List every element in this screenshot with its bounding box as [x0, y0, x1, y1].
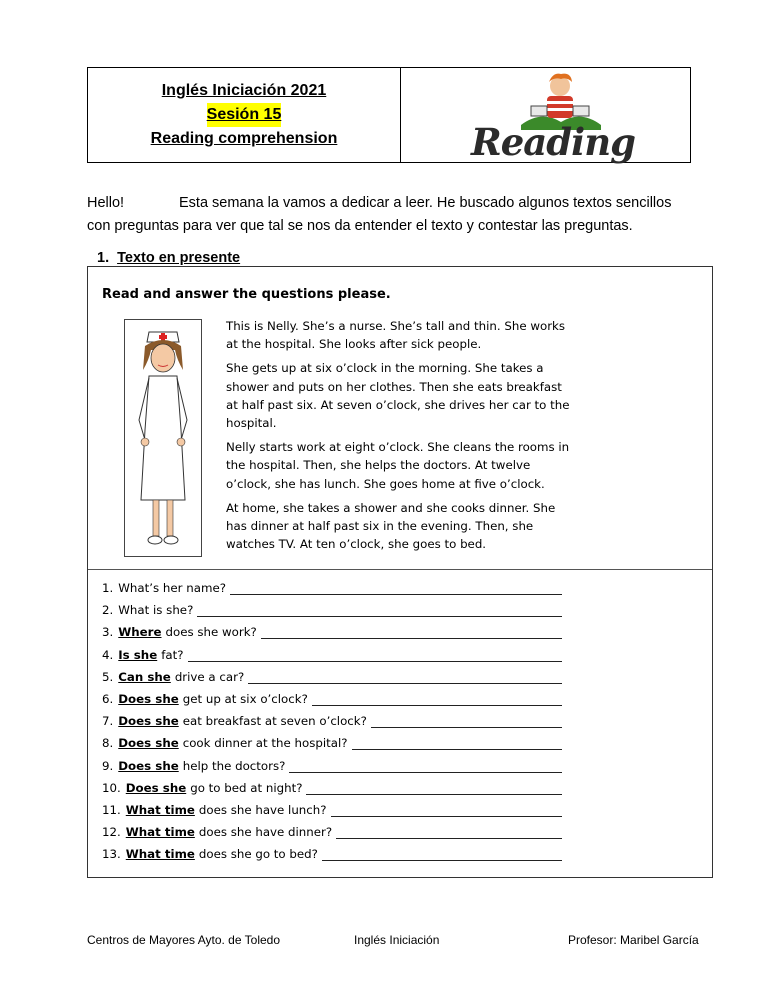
intro-paragraph	[87, 192, 697, 238]
question-list	[102, 581, 562, 869]
question-text: does she go to bed?	[198, 847, 318, 862]
question-text: go to bed at night?	[190, 780, 303, 795]
question-item	[102, 736, 562, 758]
question-text: eat breakfast at seven o’clock?	[182, 714, 367, 729]
question-number: 6.	[102, 691, 114, 706]
question-number: 12.	[102, 825, 121, 840]
story-paragraph: Nelly starts work at eight o’clock. She cleans the rooms in the hospital. Then, she helps the doctors. At twelve o’clock, she has lunch. She goes home at five o’clock.	[226, 440, 570, 491]
section-title: Texto en presente	[117, 250, 241, 266]
question-number: 8.	[102, 736, 114, 751]
nurse-icon	[125, 320, 201, 556]
story-paragraph: She gets up at six o’clock in the morning. She takes a shower and puts on her clothes. Then she eats breakfast at half past six. At seven o’clock, she drives her car to the hospital.	[226, 361, 570, 431]
answer-line[interactable]	[336, 825, 562, 839]
greeting: Hello!	[87, 195, 125, 211]
question-text: fat?	[161, 647, 184, 662]
answer-line[interactable]	[352, 736, 562, 750]
course-title: Inglés Iniciación 2021	[161, 82, 327, 99]
question-keyword: Does she	[125, 780, 187, 795]
question-keyword: What time	[125, 847, 195, 862]
footer-center: Inglés Iniciación	[354, 933, 440, 947]
question-number: 10.	[102, 780, 121, 795]
logo-cell	[401, 68, 690, 162]
question-item	[102, 714, 562, 736]
section-heading	[97, 250, 240, 266]
question-keyword: Does she	[118, 736, 179, 751]
question-number: 2.	[102, 603, 114, 618]
question-text: What’s her name?	[118, 581, 226, 595]
session-title: Sesión 15	[207, 103, 282, 127]
question-item	[102, 825, 562, 847]
answer-line[interactable]	[230, 581, 562, 595]
subtitle: Reading comprehension	[150, 130, 338, 147]
answer-line[interactable]	[197, 603, 562, 617]
question-item	[102, 759, 562, 781]
question-item	[102, 581, 562, 603]
question-text: drive a car?	[174, 669, 245, 684]
question-keyword: Can she	[118, 669, 171, 684]
question-item	[102, 803, 562, 825]
worksheet-instruction: Read and answer the questions please.	[102, 287, 391, 302]
question-text: does she have lunch?	[198, 802, 327, 817]
section-number: 1.	[97, 250, 110, 266]
question-keyword: Does she	[118, 691, 179, 706]
question-item	[102, 625, 562, 647]
question-keyword: Does she	[118, 714, 179, 729]
story-paragraph: At home, she takes a shower and she cooks dinner. She has dinner at half past six in the evening. Then, she watches TV. At ten o’clock, she goes to bed.	[226, 500, 556, 552]
question-text: What is she?	[118, 603, 194, 618]
intro-text: Esta semana la vamos a dedicar a leer. He buscado algunos textos sencillos con preguntas para ver que tal se nos da entender el texto y contestar las preguntas.	[87, 195, 672, 234]
footer-right: Profesor: Maribel García	[568, 933, 699, 947]
question-item	[102, 692, 562, 714]
question-number: 5.	[102, 669, 114, 684]
question-keyword: Does she	[118, 758, 179, 773]
question-text: does she work?	[165, 625, 257, 640]
answer-line[interactable]	[306, 781, 562, 795]
question-keyword: What time	[125, 825, 195, 840]
question-text: does she have dinner?	[198, 825, 333, 840]
answer-line[interactable]	[248, 670, 562, 684]
answer-line[interactable]	[371, 714, 562, 728]
header-table	[87, 67, 691, 163]
answer-line[interactable]	[331, 803, 563, 817]
question-number: 9.	[102, 758, 114, 773]
question-keyword: What time	[125, 802, 195, 817]
question-number: 4.	[102, 647, 114, 662]
answer-line[interactable]	[289, 759, 562, 773]
reading-logo-text: Reading	[471, 120, 635, 164]
question-number: 1.	[102, 581, 114, 595]
nurse-illustration	[124, 319, 202, 557]
answer-line[interactable]	[322, 847, 562, 861]
question-text: help the doctors?	[182, 758, 286, 773]
question-item	[102, 648, 562, 670]
question-item	[102, 781, 562, 803]
story-text	[226, 317, 571, 559]
question-item	[102, 670, 562, 692]
answer-line[interactable]	[261, 625, 562, 639]
divider	[88, 569, 712, 570]
question-text: cook dinner at the hospital?	[182, 736, 348, 751]
question-item	[102, 603, 562, 625]
question-keyword: Is she	[118, 647, 158, 662]
story-paragraph: This is Nelly. She’s a nurse. She’s tall and thin. She works at the hospital. She looks after sick people.	[226, 319, 566, 352]
question-keyword: Where	[118, 625, 162, 640]
question-number: 7.	[102, 714, 114, 729]
worksheet-box	[87, 266, 713, 878]
answer-line[interactable]	[312, 692, 562, 706]
question-number: 3.	[102, 625, 114, 640]
answer-line[interactable]	[188, 648, 563, 662]
question-number: 13.	[102, 847, 121, 862]
question-number: 11.	[102, 802, 121, 817]
question-text: get up at six o’clock?	[182, 691, 308, 706]
footer-left: Centros de Mayores Ayto. de Toledo	[87, 933, 281, 947]
question-item	[102, 847, 562, 869]
header-title-cell	[88, 68, 401, 162]
